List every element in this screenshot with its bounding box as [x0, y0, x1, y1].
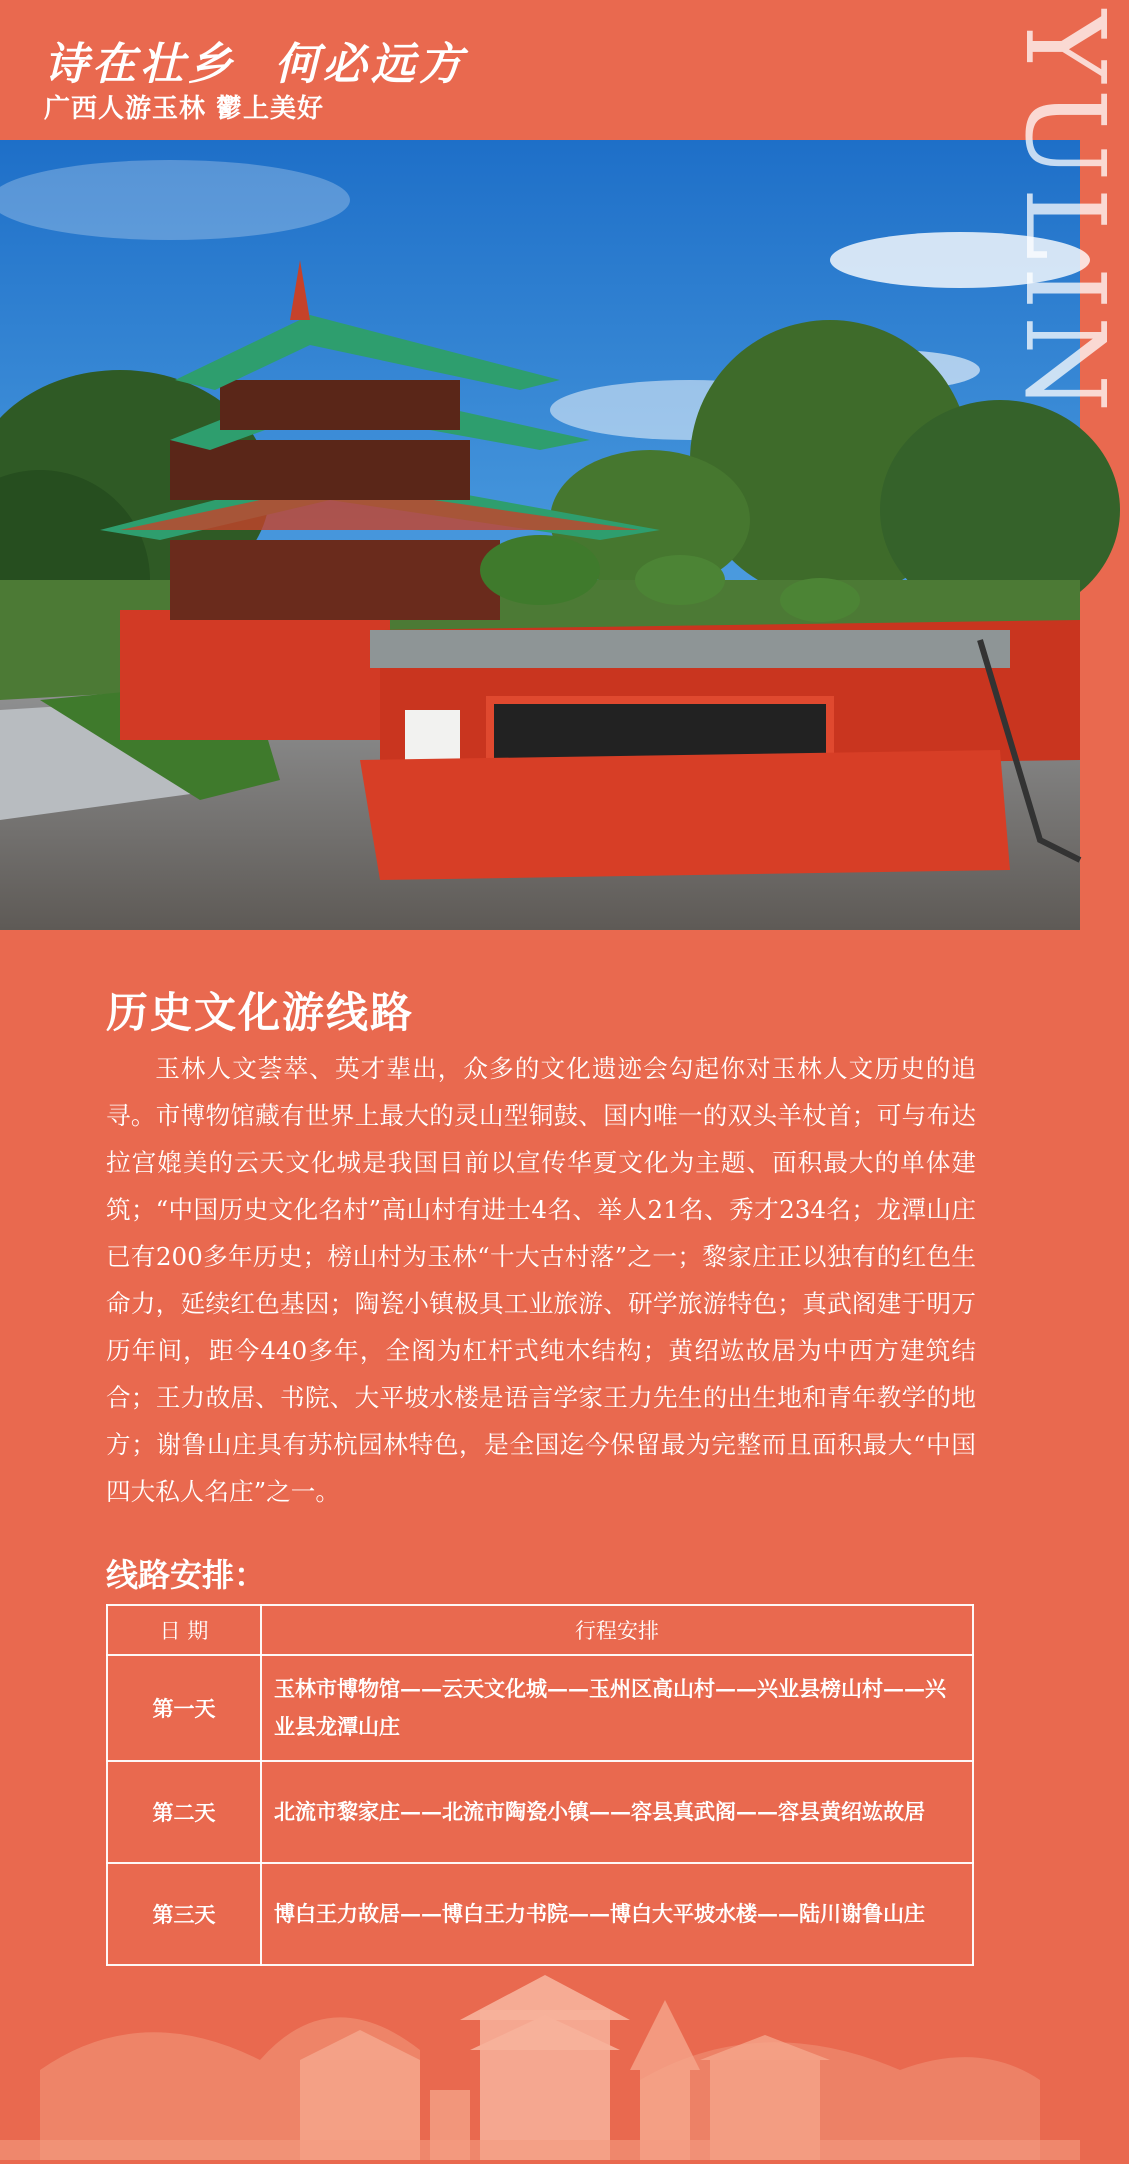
- yulin-vertical-watermark: YULIN: [1001, 10, 1129, 419]
- pavilion-photo: [0, 140, 1080, 930]
- header-banner: [0, 0, 1080, 140]
- table-header-row: [107, 1605, 973, 1655]
- header-plan: 行程安排: [261, 1605, 973, 1655]
- day-label: 第一天: [107, 1655, 261, 1761]
- section-paragraph: 玉林人文荟萃、英才辈出，众多的文化遗迹会勾起你对玉林人文历史的追寻。市博物馆藏有世界上最大的灵山型铜鼓、国内唯一的双头羊杖首；可与布达拉宫媲美的云天文化城是我国目前以宣传华夏文化为主题、面积最大的单体建筑；“中国历史文化名村”高山村有进士4名、举人21名、秀才234名；龙潭山庄已有200多年历史；榜山村为玉林“十大古村落”之一；黎家庄正以独有的红色生命力，延续红色基因；陶瓷小镇极具工业旅游、研学旅游特色；真武阁建于明万历年间，距今440多年，全阁为杠杆式纯木结构；黄绍竑故居为中西方建筑结合；王力故居、书院、大平坡水楼是语言学家王力先生的出生地和青年教学的地方；谢鲁山庄具有苏杭园林特色，是全国迄今保留最为完整而且面积最大“中国四大私人名庄”之一。: [106, 1054, 976, 1506]
- day-plan: 北流市黎家庄——北流市陶瓷小镇——容县真武阁——容县黄绍竑故居: [261, 1761, 973, 1863]
- day-label: 第三天: [107, 1863, 261, 1965]
- route-table: [106, 1604, 974, 1966]
- skyline-decoration: [0, 1940, 1080, 2160]
- day-plan: 玉林市博物馆——云天文化城——玉州区高山村——兴业县榜山村——兴业县龙潭山庄: [261, 1655, 973, 1761]
- subtitle: 广西人游玉林 鬱上美好: [44, 94, 325, 124]
- header-date: 日 期: [107, 1605, 261, 1655]
- day-plan: 博白王力故居——博白王力书院——博白大平坡水楼——陆川谢鲁山庄: [261, 1863, 973, 1965]
- table-row: [107, 1655, 973, 1761]
- day-label: 第二天: [107, 1761, 261, 1863]
- slogan: 诗在壮乡 何必远方: [44, 39, 467, 90]
- table-row: [107, 1761, 973, 1863]
- route-title: 线路安排：: [106, 1556, 267, 1594]
- section-title: 历史文化游线路: [106, 988, 415, 1037]
- skyline-illustration: [0, 1940, 1080, 2160]
- pavilion-illustration: [0, 140, 1080, 930]
